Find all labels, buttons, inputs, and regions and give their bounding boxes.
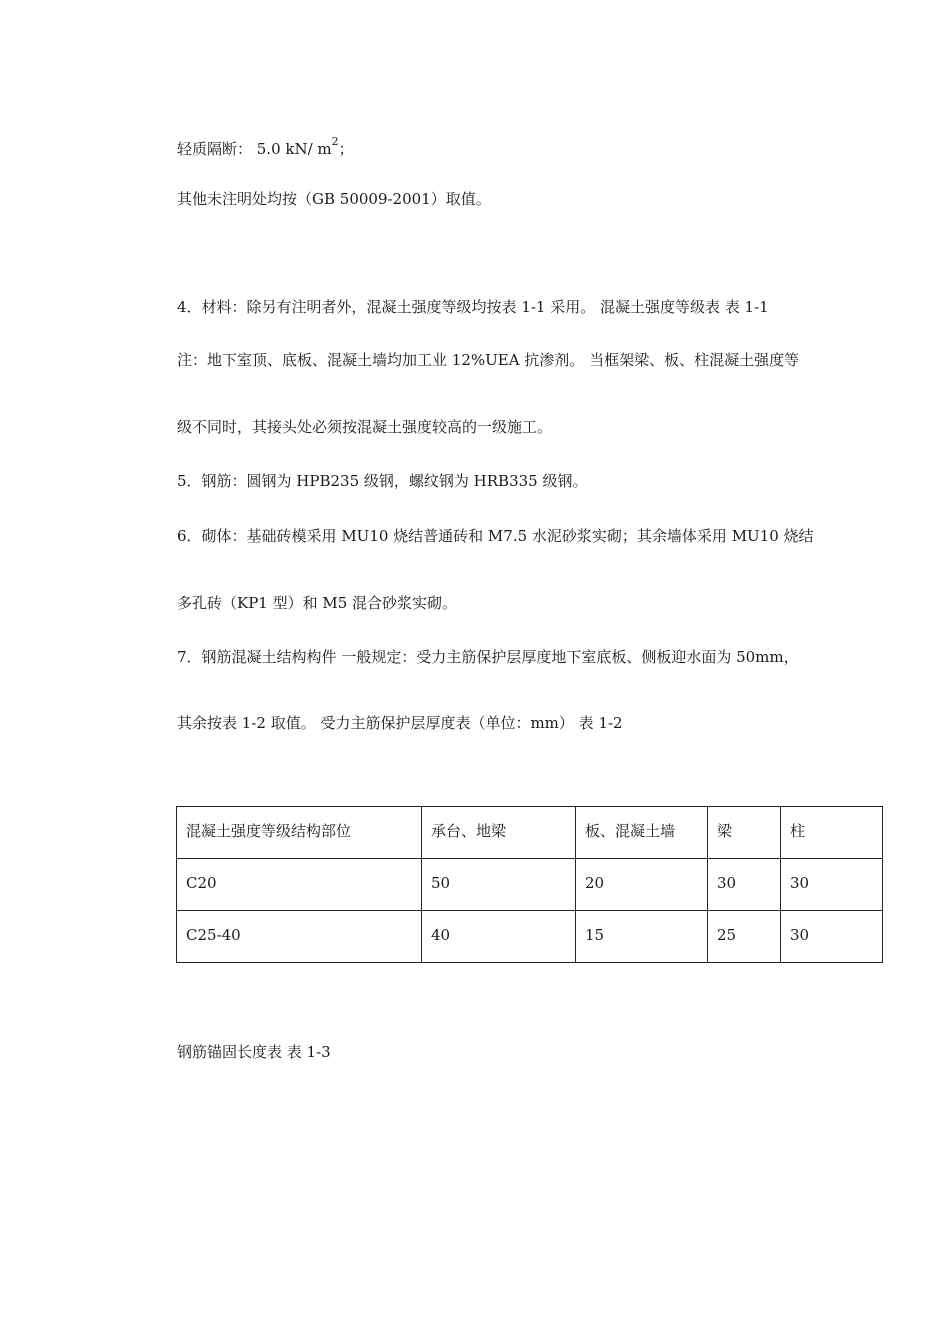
paragraph-other-values: 其他未注明处均按（GB 50009-2001）取值。 xyxy=(177,190,491,208)
partition-load-tail: ； xyxy=(338,140,354,158)
table-header-row xyxy=(177,807,883,859)
paragraph-anchorage-table-title: 钢筋锚固长度表 表 1-3 xyxy=(177,1043,331,1061)
table-header-cell: 承台、地梁 xyxy=(422,807,576,859)
paragraph-note-line2: 级不同时，其接头处必须按混凝土强度较高的一级施工。 xyxy=(177,418,553,436)
paragraph-concrete-line1: 7．钢筋混凝土结构构件 一般规定：受力主筋保护层厚度地下室底板、侧板迎水面为 50mm， xyxy=(177,648,799,666)
table-cell: C20 xyxy=(177,859,422,911)
unit-superscript: 2 xyxy=(331,135,339,148)
table-cell: 30 xyxy=(781,859,883,911)
table-cell: 25 xyxy=(708,911,781,963)
table-cell: 50 xyxy=(422,859,576,911)
paragraph-masonry-line2: 多孔砖（KP1 型）和 M5 混合砂浆实砌。 xyxy=(177,594,458,612)
partition-load-text: 轻质隔断： 5.0 kN/ m xyxy=(177,140,332,158)
table-header-cell: 混凝土强度等级结构部位 xyxy=(177,807,422,859)
paragraph-concrete-line2: 其余按表 1-2 取值。 受力主筋保护层厚度表（单位：mm） 表 1-2 xyxy=(177,714,623,732)
paragraph-partition-load xyxy=(177,132,354,159)
table-cell: 40 xyxy=(422,911,576,963)
paragraph-materials: 4．材料：除另有注明者外，混凝土强度等级均按表 1-1 采用。 混凝土强度等级表 表 1-1 xyxy=(177,298,769,316)
table-header-cell: 梁 xyxy=(708,807,781,859)
table-cell: 15 xyxy=(576,911,708,963)
cover-thickness-table xyxy=(176,806,883,963)
paragraph-masonry-line1: 6．砌体：基础砖模采用 MU10 烧结普通砖和 M7.5 水泥砂浆实砌；其余墙体采用 MU10 烧结 xyxy=(177,527,814,545)
table-header-cell: 板、混凝土墙 xyxy=(576,807,708,859)
paragraph-rebar: 5．钢筋：圆钢为 HPB235 级钢，螺纹钢为 HRB335 级钢。 xyxy=(177,472,588,490)
table-cell: 30 xyxy=(708,859,781,911)
table-cell: 20 xyxy=(576,859,708,911)
table-row xyxy=(177,859,883,911)
table-cell: C25-40 xyxy=(177,911,422,963)
table-row xyxy=(177,911,883,963)
table-cell: 30 xyxy=(781,911,883,963)
table-header-cell: 柱 xyxy=(781,807,883,859)
paragraph-note-line1: 注：地下室顶、底板、混凝土墙均加工业 12%UEA 抗渗剂。 当框架梁、板、柱混凝土强度等 xyxy=(177,351,800,369)
